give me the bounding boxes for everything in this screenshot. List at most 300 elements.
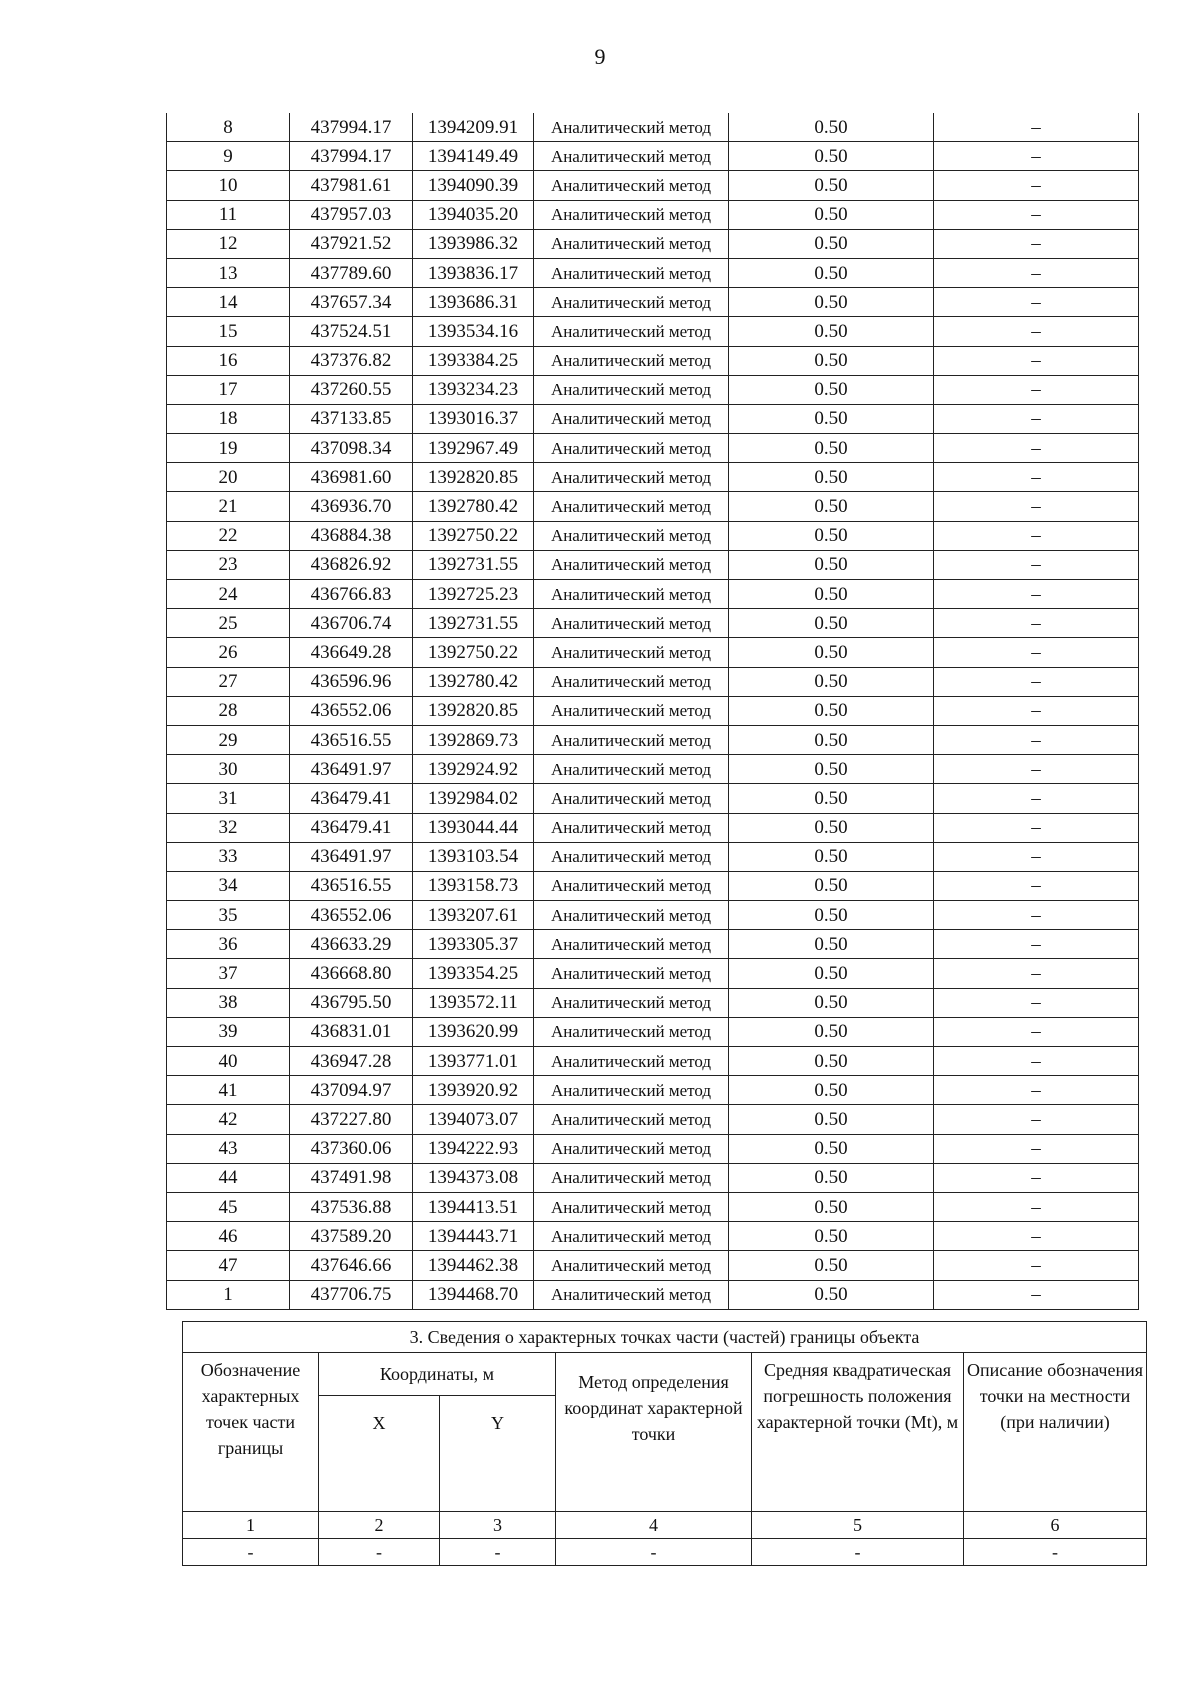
cell-point-number: 19	[167, 434, 290, 463]
table-row	[167, 988, 1139, 1017]
cell-description: –	[934, 1280, 1139, 1309]
cell-point-number: 12	[167, 229, 290, 258]
cell-point-number: 23	[167, 550, 290, 579]
section3-table	[182, 1321, 1147, 1566]
cell-error-mt: 0.50	[729, 609, 934, 638]
cell-point-number: 25	[167, 609, 290, 638]
empty-cell: -	[440, 1539, 556, 1566]
cell-coord-y: 1394443.71	[413, 1222, 534, 1251]
cell-point-number: 18	[167, 404, 290, 433]
cell-point-number: 9	[167, 142, 290, 171]
table-row	[167, 667, 1139, 696]
cell-coord-y: 1393044.44	[413, 813, 534, 842]
cell-coord-x: 437524.51	[290, 317, 413, 346]
cell-coord-y: 1392731.55	[413, 609, 534, 638]
cell-method: Аналитический метод	[534, 755, 729, 784]
cell-description: –	[934, 901, 1139, 930]
cell-coord-x: 437098.34	[290, 434, 413, 463]
cell-coord-y: 1393620.99	[413, 1017, 534, 1046]
cell-coord-y: 1394035.20	[413, 200, 534, 229]
cell-coord-x: 437094.97	[290, 1076, 413, 1105]
cell-error-mt: 0.50	[729, 317, 934, 346]
table-row	[167, 288, 1139, 317]
cell-coord-y: 1392750.22	[413, 638, 534, 667]
table-row	[167, 142, 1139, 171]
cell-point-number: 16	[167, 346, 290, 375]
cell-coord-x: 437536.88	[290, 1192, 413, 1221]
cell-coord-x: 436649.28	[290, 638, 413, 667]
cell-method: Аналитический метод	[534, 1280, 729, 1309]
cell-coord-x: 436884.38	[290, 521, 413, 550]
cell-error-mt: 0.50	[729, 258, 934, 287]
table-row	[167, 463, 1139, 492]
cell-coord-x: 437133.85	[290, 404, 413, 433]
cell-description: –	[934, 667, 1139, 696]
cell-point-number: 20	[167, 463, 290, 492]
table-row	[167, 696, 1139, 725]
cell-description: –	[934, 113, 1139, 142]
cell-method: Аналитический метод	[534, 1076, 729, 1105]
cell-error-mt: 0.50	[729, 696, 934, 725]
cell-description: –	[934, 463, 1139, 492]
cell-coord-x: 436633.29	[290, 930, 413, 959]
section3-title-text: 3. Сведения о характерных точках части (частей) границы объекта	[409, 1327, 920, 1347]
cell-description: –	[934, 842, 1139, 871]
table-row	[167, 1076, 1139, 1105]
empty-cell: -	[964, 1539, 1147, 1566]
cell-error-mt: 0.50	[729, 375, 934, 404]
cell-description: –	[934, 1192, 1139, 1221]
cell-coord-y: 1392780.42	[413, 667, 534, 696]
table-row	[167, 229, 1139, 258]
cell-point-number: 39	[167, 1017, 290, 1046]
cell-description: –	[934, 492, 1139, 521]
cell-error-mt: 0.50	[729, 346, 934, 375]
cell-point-number: 14	[167, 288, 290, 317]
table-row	[167, 725, 1139, 754]
cell-description: –	[934, 696, 1139, 725]
cell-error-mt: 0.50	[729, 930, 934, 959]
cell-error-mt: 0.50	[729, 667, 934, 696]
cell-coord-y: 1394149.49	[413, 142, 534, 171]
cell-error-mt: 0.50	[729, 580, 934, 609]
cell-error-mt: 0.50	[729, 463, 934, 492]
cell-coord-y: 1392725.23	[413, 580, 534, 609]
cell-coord-y: 1393534.16	[413, 317, 534, 346]
cell-coord-y: 1394413.51	[413, 1192, 534, 1221]
cell-point-number: 15	[167, 317, 290, 346]
cell-point-number: 13	[167, 258, 290, 287]
cell-description: –	[934, 1105, 1139, 1134]
cell-coord-x: 437589.20	[290, 1222, 413, 1251]
cell-error-mt: 0.50	[729, 901, 934, 930]
cell-error-mt: 0.50	[729, 784, 934, 813]
cell-point-number: 37	[167, 959, 290, 988]
cell-point-number: 41	[167, 1076, 290, 1105]
cell-method: Аналитический метод	[534, 638, 729, 667]
cell-coord-x: 437957.03	[290, 200, 413, 229]
cell-coord-y: 1392820.85	[413, 463, 534, 492]
cell-method: Аналитический метод	[534, 113, 729, 142]
cell-coord-y: 1394222.93	[413, 1134, 534, 1163]
cell-point-number: 46	[167, 1222, 290, 1251]
cell-error-mt: 0.50	[729, 842, 934, 871]
table-row	[167, 1163, 1139, 1192]
cell-description: –	[934, 200, 1139, 229]
cell-error-mt: 0.50	[729, 521, 934, 550]
cell-error-mt: 0.50	[729, 755, 934, 784]
cell-error-mt: 0.50	[729, 404, 934, 433]
cell-coord-x: 436491.97	[290, 842, 413, 871]
table-row	[167, 346, 1139, 375]
cell-description: –	[934, 550, 1139, 579]
cell-description: –	[934, 1163, 1139, 1192]
cell-description: –	[934, 1134, 1139, 1163]
cell-coord-y: 1393103.54	[413, 842, 534, 871]
cell-coord-x: 436826.92	[290, 550, 413, 579]
header-error: Средняя квадратическая погрешность положения характерной точки (Mt), м	[752, 1353, 964, 1512]
cell-error-mt: 0.50	[729, 200, 934, 229]
cell-coord-x: 437921.52	[290, 229, 413, 258]
empty-cell: -	[752, 1539, 964, 1566]
cell-method: Аналитический метод	[534, 258, 729, 287]
cell-method: Аналитический метод	[534, 288, 729, 317]
cell-coord-y: 1394373.08	[413, 1163, 534, 1192]
cell-coord-x: 436491.97	[290, 755, 413, 784]
cell-method: Аналитический метод	[534, 988, 729, 1017]
cell-method: Аналитический метод	[534, 609, 729, 638]
cell-description: –	[934, 434, 1139, 463]
cell-error-mt: 0.50	[729, 550, 934, 579]
cell-method: Аналитический метод	[534, 1163, 729, 1192]
header-description: Описание обозначения точки на местности (при наличии)	[964, 1353, 1147, 1512]
cell-coord-y: 1393305.37	[413, 930, 534, 959]
cell-method: Аналитический метод	[534, 1047, 729, 1076]
cell-method: Аналитический метод	[534, 142, 729, 171]
table-row	[167, 317, 1139, 346]
cell-coord-y: 1392967.49	[413, 434, 534, 463]
table-row	[167, 375, 1139, 404]
cell-error-mt: 0.50	[729, 959, 934, 988]
cell-description: –	[934, 930, 1139, 959]
cell-coord-y: 1393354.25	[413, 959, 534, 988]
empty-cell: -	[556, 1539, 752, 1566]
cell-description: –	[934, 404, 1139, 433]
cell-coord-y: 1392924.92	[413, 755, 534, 784]
cell-method: Аналитический метод	[534, 901, 729, 930]
cell-coord-x: 437994.17	[290, 142, 413, 171]
cell-point-number: 28	[167, 696, 290, 725]
cell-coord-x: 436795.50	[290, 988, 413, 1017]
cell-description: –	[934, 813, 1139, 842]
cell-coord-x: 436981.60	[290, 463, 413, 492]
table-row	[167, 404, 1139, 433]
table-row	[167, 434, 1139, 463]
cell-method: Аналитический метод	[534, 434, 729, 463]
cell-coord-y: 1394209.91	[413, 113, 534, 142]
cell-coord-y: 1393207.61	[413, 901, 534, 930]
table-row	[167, 1017, 1139, 1046]
cell-error-mt: 0.50	[729, 229, 934, 258]
cell-coord-y: 1394468.70	[413, 1280, 534, 1309]
cell-coord-y: 1392869.73	[413, 725, 534, 754]
column-number: 6	[964, 1512, 1147, 1539]
header-method: Метод определения координат характерной точки	[556, 1353, 752, 1512]
table-row	[167, 813, 1139, 842]
cell-description: –	[934, 959, 1139, 988]
empty-cell: -	[183, 1539, 319, 1566]
cell-coord-x: 436516.55	[290, 871, 413, 900]
cell-point-number: 42	[167, 1105, 290, 1134]
cell-coord-x: 436516.55	[290, 725, 413, 754]
cell-coord-x: 436668.80	[290, 959, 413, 988]
cell-error-mt: 0.50	[729, 142, 934, 171]
cell-method: Аналитический метод	[534, 842, 729, 871]
table-row	[167, 200, 1139, 229]
cell-method: Аналитический метод	[534, 550, 729, 579]
table-row	[167, 521, 1139, 550]
cell-method: Аналитический метод	[534, 959, 729, 988]
cell-error-mt: 0.50	[729, 1163, 934, 1192]
header-designation: Обозначение характерных точек части границы	[183, 1353, 319, 1512]
cell-description: –	[934, 609, 1139, 638]
cell-coord-x: 437657.34	[290, 288, 413, 317]
column-number: 1	[183, 1512, 319, 1539]
column-number: 3	[440, 1512, 556, 1539]
cell-point-number: 8	[167, 113, 290, 142]
cell-coord-x: 437260.55	[290, 375, 413, 404]
cell-coord-x: 436479.41	[290, 784, 413, 813]
cell-point-number: 40	[167, 1047, 290, 1076]
cell-coord-y: 1393686.31	[413, 288, 534, 317]
cell-description: –	[934, 1047, 1139, 1076]
cell-coord-y: 1393920.92	[413, 1076, 534, 1105]
cell-coord-x: 436831.01	[290, 1017, 413, 1046]
table-row	[167, 171, 1139, 200]
cell-coord-x: 437227.80	[290, 1105, 413, 1134]
cell-point-number: 47	[167, 1251, 290, 1280]
cell-method: Аналитический метод	[534, 784, 729, 813]
cell-point-number: 30	[167, 755, 290, 784]
cell-description: –	[934, 171, 1139, 200]
cell-point-number: 26	[167, 638, 290, 667]
table-row	[167, 842, 1139, 871]
cell-description: –	[934, 1076, 1139, 1105]
table-row	[167, 1280, 1139, 1309]
table-row	[167, 1105, 1139, 1134]
cell-error-mt: 0.50	[729, 434, 934, 463]
cell-method: Аналитический метод	[534, 404, 729, 433]
cell-coord-x: 437491.98	[290, 1163, 413, 1192]
cell-point-number: 22	[167, 521, 290, 550]
cell-point-number: 34	[167, 871, 290, 900]
cell-method: Аналитический метод	[534, 1105, 729, 1134]
cell-error-mt: 0.50	[729, 813, 934, 842]
empty-cell: -	[319, 1539, 440, 1566]
cell-description: –	[934, 288, 1139, 317]
cell-point-number: 31	[167, 784, 290, 813]
cell-coord-x: 437994.17	[290, 113, 413, 142]
cell-error-mt: 0.50	[729, 638, 934, 667]
cell-coord-y: 1393986.32	[413, 229, 534, 258]
cell-coord-x: 436596.96	[290, 667, 413, 696]
cell-error-mt: 0.50	[729, 1222, 934, 1251]
cell-method: Аналитический метод	[534, 200, 729, 229]
cell-coord-y: 1392780.42	[413, 492, 534, 521]
cell-coord-y: 1392750.22	[413, 521, 534, 550]
cell-description: –	[934, 638, 1139, 667]
cell-coord-x: 436766.83	[290, 580, 413, 609]
column-number: 5	[752, 1512, 964, 1539]
cell-coord-x: 437646.66	[290, 1251, 413, 1280]
cell-point-number: 35	[167, 901, 290, 930]
cell-description: –	[934, 142, 1139, 171]
cell-point-number: 43	[167, 1134, 290, 1163]
cell-coord-y: 1394073.07	[413, 1105, 534, 1134]
cell-error-mt: 0.50	[729, 1105, 934, 1134]
cell-method: Аналитический метод	[534, 1251, 729, 1280]
cell-description: –	[934, 229, 1139, 258]
cell-coord-y: 1393572.11	[413, 988, 534, 1017]
table-row	[167, 258, 1139, 287]
cell-coord-x: 437981.61	[290, 171, 413, 200]
cell-description: –	[934, 1222, 1139, 1251]
cell-description: –	[934, 346, 1139, 375]
cell-method: Аналитический метод	[534, 871, 729, 900]
cell-method: Аналитический метод	[534, 930, 729, 959]
cell-point-number: 1	[167, 1280, 290, 1309]
cell-method: Аналитический метод	[534, 229, 729, 258]
cell-error-mt: 0.50	[729, 1134, 934, 1163]
cell-error-mt: 0.50	[729, 288, 934, 317]
cell-description: –	[934, 521, 1139, 550]
table-row	[167, 638, 1139, 667]
cell-description: –	[934, 988, 1139, 1017]
cell-point-number: 27	[167, 667, 290, 696]
cell-method: Аналитический метод	[534, 696, 729, 725]
cell-error-mt: 0.50	[729, 1251, 934, 1280]
column-number: 4	[556, 1512, 752, 1539]
table-row	[167, 550, 1139, 579]
header-y: Y	[440, 1396, 556, 1512]
cell-method: Аналитический метод	[534, 317, 729, 346]
cell-method: Аналитический метод	[534, 492, 729, 521]
cell-method: Аналитический метод	[534, 171, 729, 200]
cell-point-number: 17	[167, 375, 290, 404]
cell-description: –	[934, 258, 1139, 287]
table-row	[167, 755, 1139, 784]
cell-description: –	[934, 1251, 1139, 1280]
cell-point-number: 36	[167, 930, 290, 959]
table-row	[167, 1251, 1139, 1280]
table-row	[167, 959, 1139, 988]
cell-point-number: 24	[167, 580, 290, 609]
cell-method: Аналитический метод	[534, 346, 729, 375]
cell-coord-y: 1392984.02	[413, 784, 534, 813]
cell-coord-x: 436552.06	[290, 696, 413, 725]
cell-point-number: 11	[167, 200, 290, 229]
page-number: 9	[594, 44, 606, 69]
cell-coord-x: 436947.28	[290, 1047, 413, 1076]
cell-method: Аналитический метод	[534, 521, 729, 550]
cell-coord-y: 1393771.01	[413, 1047, 534, 1076]
points-table	[166, 113, 1139, 1310]
cell-coord-y: 1392820.85	[413, 696, 534, 725]
table-row	[167, 1134, 1139, 1163]
cell-description: –	[934, 317, 1139, 346]
cell-coord-x: 437376.82	[290, 346, 413, 375]
cell-method: Аналитический метод	[534, 375, 729, 404]
cell-error-mt: 0.50	[729, 1192, 934, 1221]
cell-point-number: 45	[167, 1192, 290, 1221]
table-row	[167, 113, 1139, 142]
cell-coord-y: 1393836.17	[413, 258, 534, 287]
table-row	[167, 871, 1139, 900]
cell-description: –	[934, 871, 1139, 900]
cell-coord-x: 436706.74	[290, 609, 413, 638]
table-row	[167, 930, 1139, 959]
table-row	[167, 1047, 1139, 1076]
cell-method: Аналитический метод	[534, 1192, 729, 1221]
cell-method: Аналитический метод	[534, 1134, 729, 1163]
cell-description: –	[934, 784, 1139, 813]
cell-error-mt: 0.50	[729, 492, 934, 521]
cell-method: Аналитический метод	[534, 1222, 729, 1251]
cell-point-number: 38	[167, 988, 290, 1017]
cell-coord-y: 1394090.39	[413, 171, 534, 200]
cell-error-mt: 0.50	[729, 1280, 934, 1309]
cell-error-mt: 0.50	[729, 1047, 934, 1076]
cell-error-mt: 0.50	[729, 1076, 934, 1105]
cell-point-number: 44	[167, 1163, 290, 1192]
table-row	[167, 580, 1139, 609]
table-row	[167, 492, 1139, 521]
cell-coord-y: 1393384.25	[413, 346, 534, 375]
cell-method: Аналитический метод	[534, 580, 729, 609]
cell-coord-y: 1394462.38	[413, 1251, 534, 1280]
header-x: X	[319, 1396, 440, 1512]
cell-coord-y: 1393234.23	[413, 375, 534, 404]
column-number: 2	[319, 1512, 440, 1539]
cell-coord-x: 437706.75	[290, 1280, 413, 1309]
cell-coord-y: 1392731.55	[413, 550, 534, 579]
cell-coord-y: 1393158.73	[413, 871, 534, 900]
cell-error-mt: 0.50	[729, 871, 934, 900]
cell-point-number: 33	[167, 842, 290, 871]
cell-method: Аналитический метод	[534, 463, 729, 492]
cell-point-number: 29	[167, 725, 290, 754]
empty-data-row	[183, 1539, 1147, 1566]
table-row	[167, 1222, 1139, 1251]
cell-coord-x: 436479.41	[290, 813, 413, 842]
cell-description: –	[934, 755, 1139, 784]
cell-description: –	[934, 580, 1139, 609]
cell-error-mt: 0.50	[729, 113, 934, 142]
cell-method: Аналитический метод	[534, 725, 729, 754]
cell-error-mt: 0.50	[729, 988, 934, 1017]
header-coordinates: Координаты, м	[319, 1353, 556, 1396]
column-numbers-row	[183, 1512, 1147, 1539]
cell-coord-x: 437789.60	[290, 258, 413, 287]
cell-point-number: 21	[167, 492, 290, 521]
cell-description: –	[934, 725, 1139, 754]
cell-method: Аналитический метод	[534, 813, 729, 842]
cell-coord-x: 437360.06	[290, 1134, 413, 1163]
cell-method: Аналитический метод	[534, 1017, 729, 1046]
cell-error-mt: 0.50	[729, 171, 934, 200]
table-row	[167, 784, 1139, 813]
cell-error-mt: 0.50	[729, 1017, 934, 1046]
